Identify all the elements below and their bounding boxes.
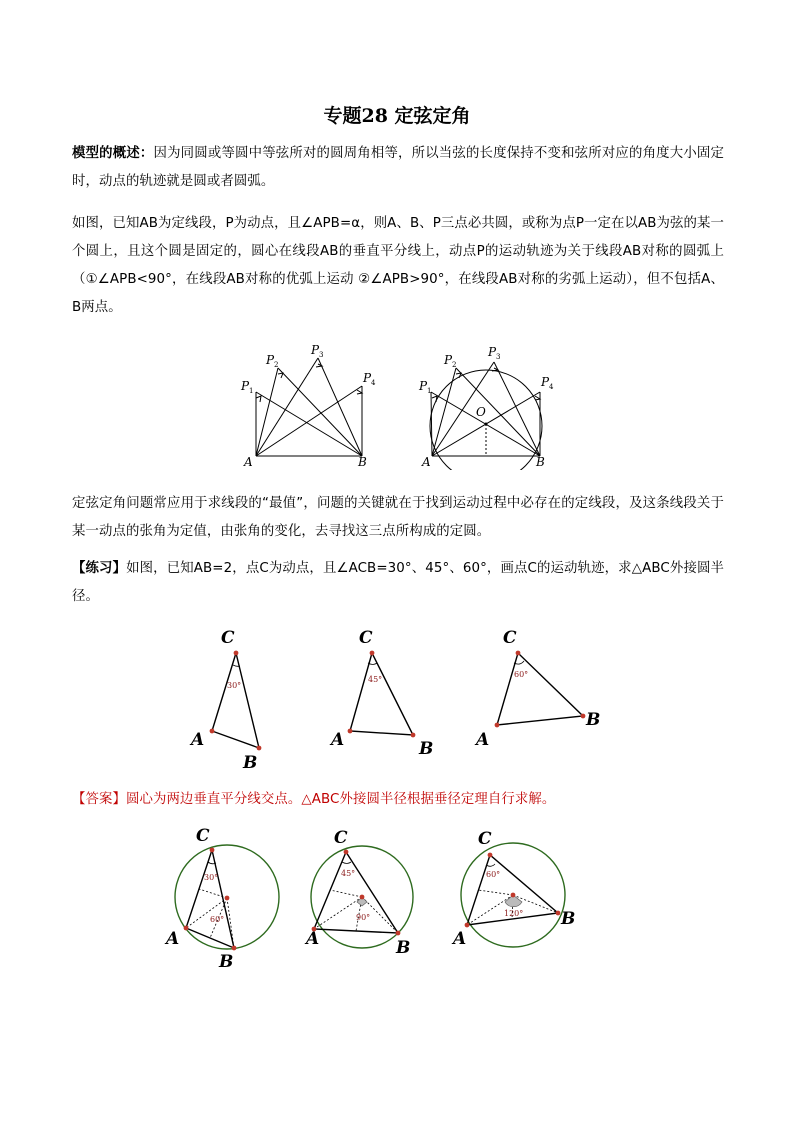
label-p1-right: P (419, 379, 428, 393)
answer-text: 圆心为两边垂直平分线交点。△ABC外接圆半径根据垂径定理自行求解。 (125, 792, 556, 807)
practice-2-label-a: A (331, 730, 345, 750)
practice-2-angle: 45° (368, 675, 383, 684)
answer-1-label-c: C (196, 826, 210, 846)
practice-3-label-b: B (586, 710, 601, 730)
answer-paragraph (72, 786, 724, 814)
label-a-left: A (244, 455, 253, 469)
sub-1-right: 1 (427, 387, 432, 395)
intro-label: 模型的概述： (72, 146, 154, 161)
label-p2-left: P (266, 353, 275, 367)
sub-2-left: 2 (274, 361, 279, 369)
answer-1-angle: 30° (204, 873, 219, 882)
intro-text: 因为同圆或等圆中等弦所对的圆周角相等，所以当弦的长度保持不变和弦所对应的角度大小固定时，动点的轨迹就是圆或者圆弧。 (72, 146, 724, 189)
practice-3-label-a: A (476, 730, 490, 750)
answer-3-angle: 60° (486, 870, 501, 879)
practice-paragraph (72, 555, 724, 611)
answer-1-label-b: B (219, 952, 234, 972)
answer-1-label-a: A (166, 929, 180, 949)
label-b-left: B (358, 455, 367, 469)
answer-2-center-angle: 90° (356, 913, 371, 922)
practice-2-label-c: C (359, 628, 373, 648)
answer-1-center-angle: 60° (210, 915, 225, 924)
answer-2-angle: 45° (341, 869, 356, 878)
answer-3-center-angle: 120° (504, 909, 524, 918)
answer-3-label-a: A (453, 929, 467, 949)
label-p3-left: P (311, 343, 320, 357)
sub-3-left: 3 (319, 351, 324, 359)
figure-answer-circles (160, 822, 600, 972)
figure-practice-triangles (185, 625, 605, 775)
sub-1-left: 1 (249, 387, 254, 395)
application-paragraph: 定弦定角问题常应用于求线段的“最值”，问题的关键就在于找到运动过程中必存在的定线段，及这条线段关于某一动点的张角为定值，由张角的变化，去寻找这三点所构成的定圆。 (72, 496, 724, 539)
sub-4-left: 4 (371, 379, 376, 387)
sub-4-right: 4 (549, 383, 554, 391)
label-p4-right: P (541, 375, 550, 389)
page-title: 专题28 定弦定角 (323, 105, 471, 127)
label-p4-left: P (363, 371, 372, 385)
practice-text: 如图，已知AB=2，点C为动点，且∠ACB=30°、45°、60°，画点C的运动轨迹，求△ABC外接圆半径。 (72, 561, 724, 604)
description-paragraph: 如图，已知AB为定线段，P为动点，且∠APB=α，则A、B、P三点必共圆，或称为点P一定在以AB为弦的某一个圆上，且这个圆是固定的，圆心在线段AB的垂直平分线上，动点P的运动轨迹为关于线段AB对称的圆弧上（①∠APB<90°，在线段AB对称的优弧上运动 ②∠APB>90°，在线段AB对称的劣弧上运动），但不包括A、B两点。 (72, 216, 724, 315)
sub-2-right: 2 (452, 361, 457, 369)
intro-paragraph (72, 140, 724, 196)
practice-3-angle: 60° (514, 670, 529, 679)
practice-2-label-b: B (419, 739, 434, 759)
label-p1-left: P (241, 379, 250, 393)
label-b-right: B (536, 455, 545, 469)
answer-3-label-b: B (561, 909, 576, 929)
practice-1-angle: 30° (227, 681, 242, 690)
answer-2-label-b: B (396, 938, 411, 958)
practice-3-label-c: C (503, 628, 517, 648)
answer-label: 【答案】 (72, 792, 126, 807)
practice-1-label-c: C (221, 628, 235, 648)
answer-3-label-c: C (478, 829, 492, 849)
answer-2-label-c: C (334, 828, 348, 848)
label-p2-right: P (444, 353, 453, 367)
practice-label: 【练习】 (72, 561, 127, 576)
label-a-right: A (422, 455, 431, 469)
practice-1-label-a: A (191, 730, 205, 750)
sub-3-right: 3 (496, 353, 501, 361)
practice-1-label-b: B (243, 753, 258, 773)
label-p3-right: P (488, 345, 497, 359)
label-o: O (476, 405, 486, 419)
answer-2-label-a: A (306, 929, 320, 949)
figure-fixed-chord (236, 338, 566, 470)
